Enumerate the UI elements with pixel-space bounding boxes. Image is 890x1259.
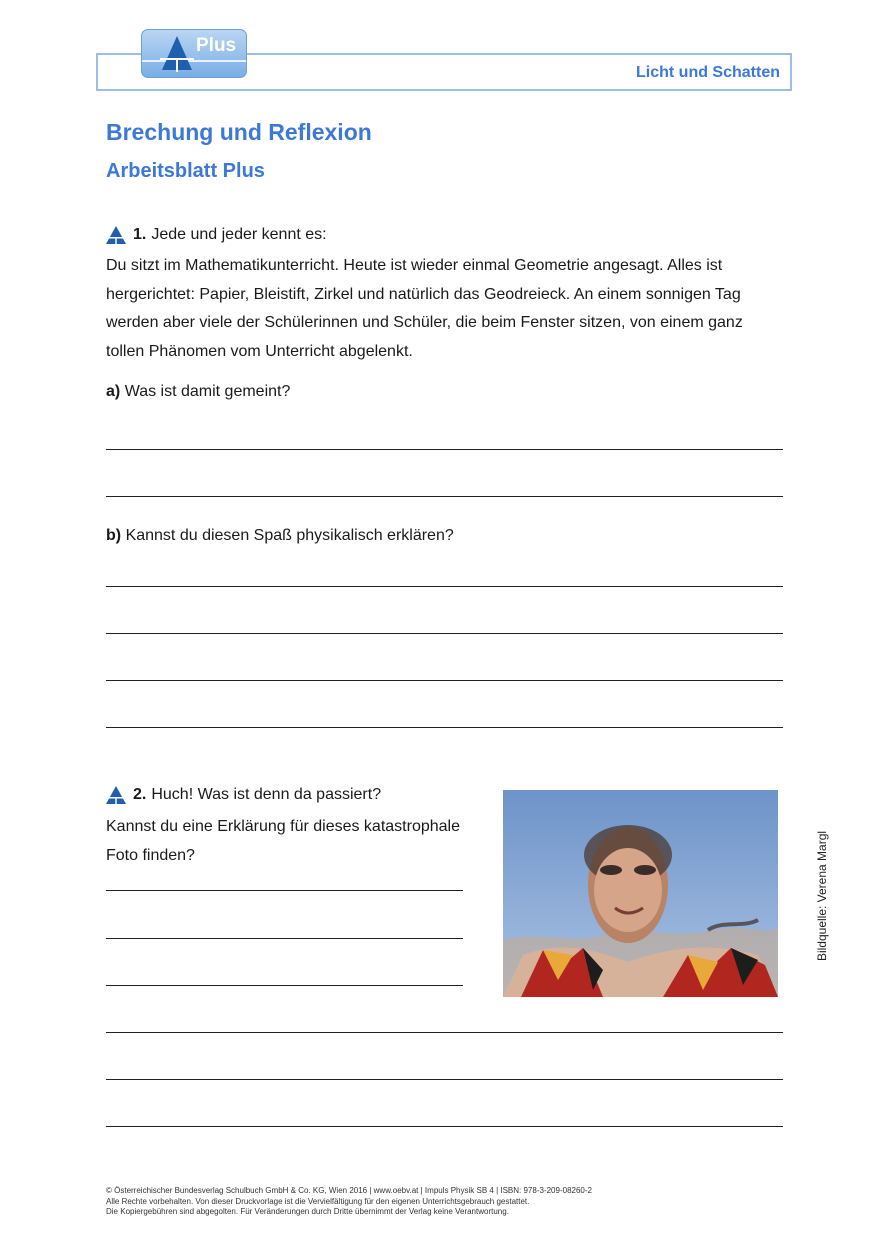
answer-line[interactable] xyxy=(106,449,783,450)
answer-line[interactable] xyxy=(106,633,783,634)
question-a-label: a) xyxy=(106,383,121,400)
task2-text xyxy=(106,813,486,870)
copyright-footer xyxy=(106,1186,592,1218)
footer-line: Alle Rechte vorbehalten. Von dieser Druckvorlage ist die Vervielfältigung für den eigenen Unterrichtsgebrauch gestattet. xyxy=(106,1196,530,1206)
task1-line: tollen Phänomen vom Unterricht abgelenkt. xyxy=(106,342,413,360)
question-a xyxy=(106,383,290,401)
image-credit: Bildquelle: Verena Margl xyxy=(815,830,829,962)
answer-line[interactable] xyxy=(106,985,463,986)
logo-text: Plus xyxy=(196,35,237,56)
task2-heading-text: Huch! Was ist denn da passiert? xyxy=(151,786,382,803)
answer-line[interactable] xyxy=(106,727,783,728)
footer-line: Die Kopiergebühren sind abgegolten. Für Veränderungen durch Dritte übernimmt der Verlag keine Verantwortung. xyxy=(106,1207,509,1216)
task1-line: hergerichtet: Papier, Bleistift, Zirkel und natürlich das Geodreieck. An einem sonnigen Tag xyxy=(106,285,741,303)
task1-heading xyxy=(106,226,327,244)
answer-line[interactable] xyxy=(106,496,783,497)
plus-logo xyxy=(141,29,247,78)
task2-number: 2. xyxy=(133,786,147,803)
task1-number: 1. xyxy=(133,226,147,243)
task1-line: werden aber viele der Schülerinnen und Schüler, die beim Fenster sitzen, von einem ganz xyxy=(106,314,743,331)
triangle-task-icon xyxy=(106,226,126,244)
task2-line: Kannst du eine Erklärung für dieses katastrophale xyxy=(106,818,460,835)
task1-heading-text: Jede und jeder kennt es: xyxy=(151,226,327,243)
task2-line: Foto finden? xyxy=(106,846,195,864)
answer-line[interactable] xyxy=(106,1126,783,1127)
page-subtitle: Arbeitsblatt Plus xyxy=(106,160,265,182)
triangle-logo-icon xyxy=(160,34,194,72)
question-a-text: Was ist damit gemeint? xyxy=(124,383,291,400)
distorted-photo xyxy=(503,790,778,997)
answer-line[interactable] xyxy=(106,586,783,587)
page-title: Brechung und Reflexion xyxy=(106,119,372,145)
topic-label: Licht und Schatten xyxy=(636,64,780,81)
triangle-task-icon xyxy=(106,786,126,804)
task1-line: Du sitzt im Mathematikunterricht. Heute ist wieder einmal Geometrie angesagt. Alles ist xyxy=(106,257,723,274)
logo-stripe xyxy=(142,60,246,62)
answer-line[interactable] xyxy=(106,890,463,891)
answer-line[interactable] xyxy=(106,938,463,939)
answer-line[interactable] xyxy=(106,1032,783,1033)
question-b-label: b) xyxy=(106,527,122,544)
task2-heading xyxy=(106,786,381,804)
answer-line[interactable] xyxy=(106,1079,783,1080)
question-b xyxy=(106,527,454,545)
question-b-text: Kannst du diesen Spaß physikalisch erklären? xyxy=(125,527,454,544)
answer-line[interactable] xyxy=(106,680,783,681)
task1-text xyxy=(106,252,786,366)
footer-line: © Österreichischer Bundesverlag Schulbuch GmbH & Co. KG, Wien 2016 | www.oebv.at | Impuls Physik SB 4 | ISBN: 978-3-209-08260-2 xyxy=(106,1186,592,1195)
